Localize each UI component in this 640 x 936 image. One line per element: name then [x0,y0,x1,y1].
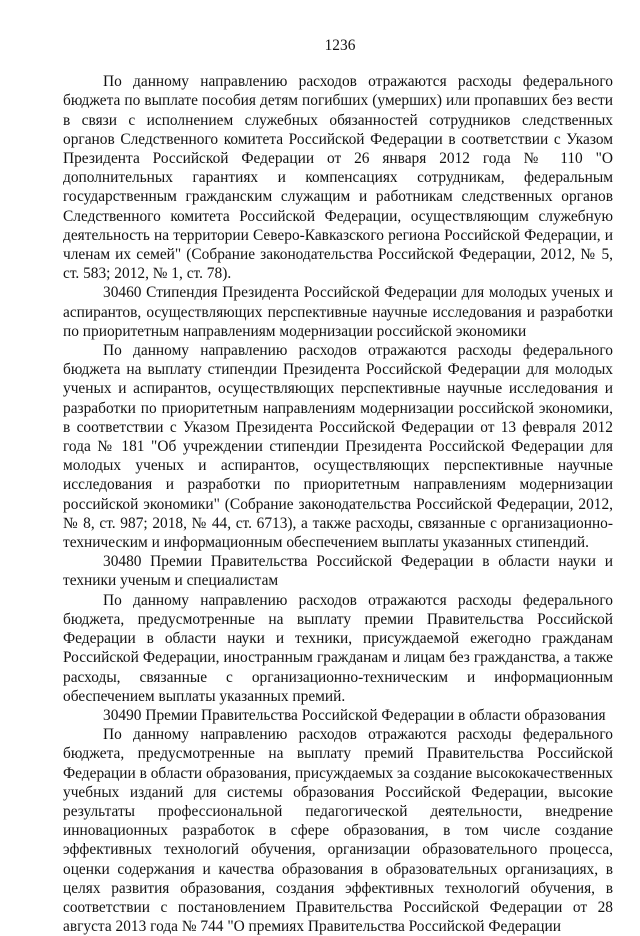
heading-code-30490: 30490 Премии Правительства Российской Федерации в области образования [103,706,606,724]
heading-code-30480: 30480 Премии Правительства Российской Федерации в области науки и техники ученым и специалистам [63,553,613,590]
paragraph-science-prizes: По данному направлению расходов отражаются расходы федерального бюджета, предусмотренные на выплату премии Правительства Российской Федерации в области науки и техники, присуждаемой ежегодно гражданам Российской Федерации, иностранным гражданам и лицам без гражданства, а также расходы, связанные с организационно-техническим и информационным обеспечением выплаты указанных премий. [63,591,613,705]
heading-code-30460: 30460 Стипендия Президента Российской Федерации для молодых ученых и аспирантов, осуществляющих перспективные научные исследования и разработки по приоритетным направлениям модернизации российской экономики [63,284,613,340]
paragraph-education-prizes: По данному направлению расходов отражаются расходы федерального бюджета, предусмотренные на выплату премий Правительства Российской Федерации в области образования, присуждаемых за создание высококачественных учебных изданий для системы образования Российской Федерации, высокие результаты профессиональной педагогической деятельности, внедрение инновационных разработок в сфере образования, в том числе создание эффективных технологий обучения, организации образовательного процесса, оценки содержания и качества образования в образовательных организациях, в целях развития образования, создания эффективных технологий обучения, в соответствии с постановлением Правительства Российской Федерации от 28 августа 2013 года № 744 "О премиях Правительства Российской Федерации [63,726,613,936]
paragraph-payment-children-benefit: По данному направлению расходов отражаются расходы федерального бюджета по выплате пособия детям погибших (умерших) или пропавших без вести в связи с исполнением служебных обязанностей сотрудников следственных органов Следственного комитета Российской Федерации в соответствии с Указом Президента Российской Федерации от 26 января 2012 года № 110 "О дополнительных гарантиях и компенсациях сотрудникам, федеральным государственным гражданским служащим и работникам следственных органов Следственного комитета Российской Федерации, осуществляющим служебную деятельность на территории Северо-Кавказского региона Российской Федерации, и членам их семей" (Собрание законодательства Российской Федерации, 2012, № 5, ст. 583; 2012, № 1, ст. 78). [63,73,613,283]
page-number: 1236 [324,37,356,54]
paragraph-president-scholarship: По данному направлению расходов отражаются расходы федерального бюджета на выплату стипендии Президента Российской Федерации для молодых ученых и аспирантов, осуществляющих перспективные научные исследования и разработки по приоритетным направлениям модернизации российской экономики, в соответствии с Указом Президента Российской Федерации от 13 февраля 2012 года № 181 "Об учреждении стипендии Президента Российской Федерации для молодых ученых и аспирантов, осуществляющих перспективные научные исследования и разработки по приоритетным направлениям модернизации российской экономики" (Собрание законодательства Российской Федерации, 2012, № 8, ст. 987; 2018, № 44, ст. 6713), а также расходы, связанные с организационно-техническим и информационным обеспечением выплаты указанных стипендий. [63,342,613,552]
